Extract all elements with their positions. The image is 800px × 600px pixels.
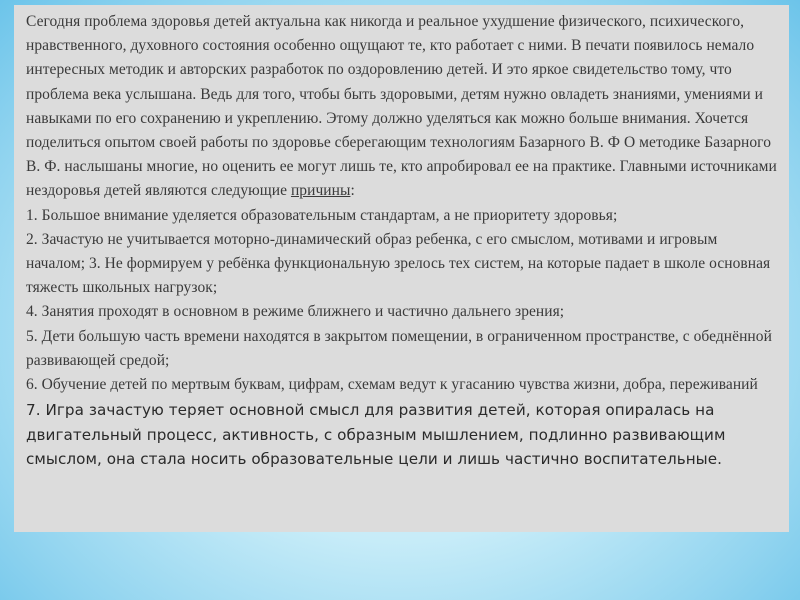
causes-word: причины: [290, 182, 351, 200]
intro-paragraph: [26, 10, 777, 204]
list-item-last: 7. Игра зачастую теряет основной смысл для развития детей, которая опиралась на двигательный процесс, активность, с образным мышлением, подлинно развивающим смыслом, она стала носить образовательные цели и лишь частично воспитательные.: [26, 401, 726, 469]
intro-colon: :: [350, 182, 355, 200]
list-item: 1. Большое внимание уделяется образовательным стандартам, а не приоритету здоровья;: [26, 206, 618, 224]
list-item: 6. Обучение детей по мертвым буквам, цифрам, схемам ведут к угасанию чувства жизни, добра, переживаний: [26, 376, 758, 394]
list-item: 2. Зачастую не учитывается моторно-динамический образ ребенка, с его смыслом, мотивами и игровым началом; 3. Не формируем у ребёнка функциональную зрелось тех систем, на которые падает в школе основная тяжесть школьных нагрузок;: [26, 230, 771, 297]
intro-text: Сегодня проблема здоровья детей актуальна как никогда и реальное ухудшение физического, психического, нравственного, духовного состояния особенно ощущают те, кто работает с ними. В печати появилось немало интересных методик и авторских разработок по оздоровлению детей. И это яркое свидетельство тому, что проблема века услышана. Ведь для того, чтобы быть здоровыми, детям нужно овладеть знаниями, умениями и навыками по его сохранению и укреплению. Этому должно уделяться как можно больше внимания. Хочется поделиться опытом своей работы по здоровье сберегающим технологиям Базарного В. Ф О методике Базарного В. Ф. наслышаны многие, но оценить ее могут лишь те, кто апробировал ее на практике. Главными источниками нездоровья детей являются следующие: [26, 13, 777, 200]
list-item: 5. Дети большую часть времени находятся в закрытом помещении, в ограниченном пространстве, с обеднённой развивающей средой;: [26, 327, 772, 369]
text-panel: [14, 5, 789, 532]
list-item: 4. Занятия проходят в основном в режиме ближнего и частично дальнего зрения;: [26, 303, 565, 321]
